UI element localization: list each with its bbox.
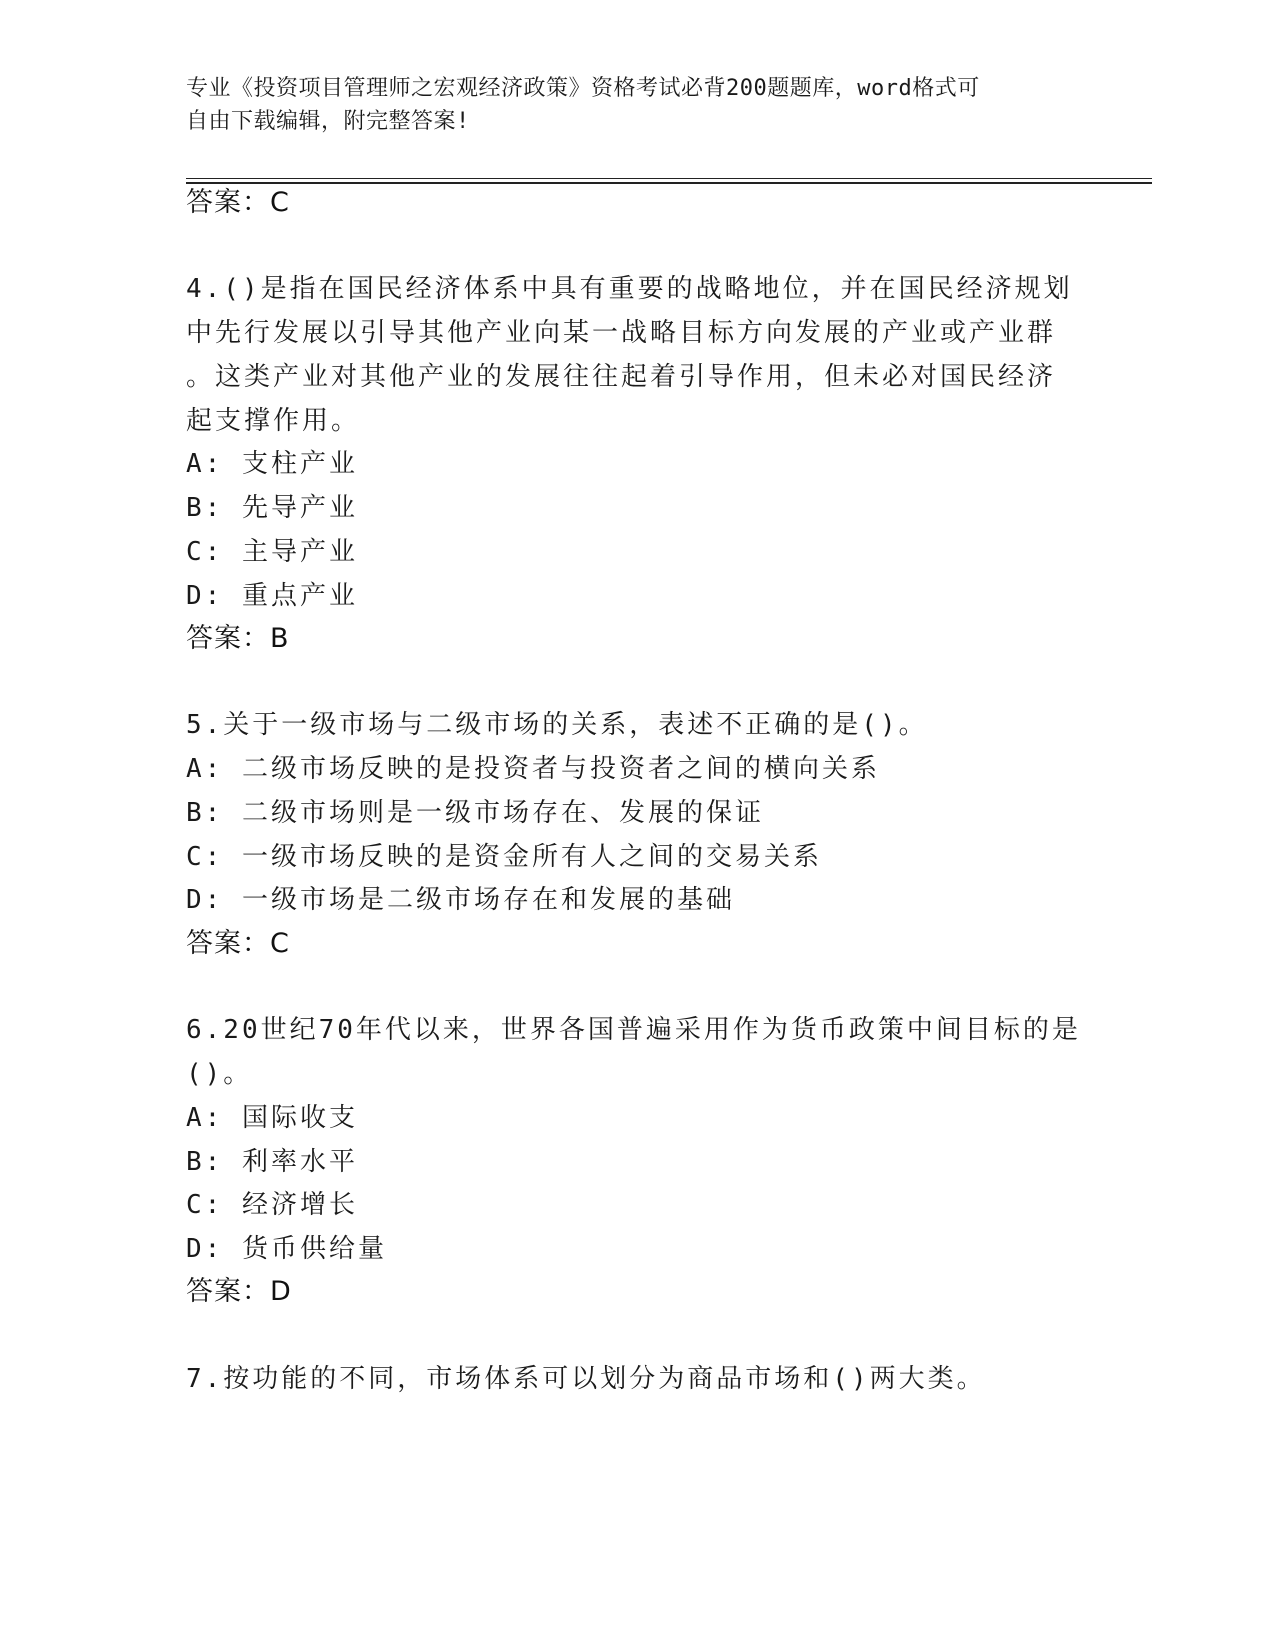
q4-stem-line-4: 起支撑作用。 bbox=[186, 406, 361, 436]
q4-stem-line-2: 中先行发展以引导其他产业向某一战略目标方向发展的产业或产业群 bbox=[186, 318, 1057, 348]
q5-answer: 答案：C bbox=[186, 928, 290, 959]
q6-option-d: D: 货币供给量 bbox=[186, 1234, 387, 1264]
q4-option-a: A: 支柱产业 bbox=[186, 449, 358, 479]
header-line-2: 自由下载编辑，附完整答案! bbox=[186, 109, 470, 134]
q4-stem-line-1: 4.()是指在国民经济体系中具有重要的战略地位，并在国民经济规划 bbox=[186, 274, 1073, 304]
q5-option-b: B: 二级市场则是一级市场存在、发展的保证 bbox=[186, 798, 764, 828]
q5-option-a: A: 二级市场反映的是投资者与投资者之间的横向关系 bbox=[186, 754, 880, 784]
q6-stem-line-2: ()。 bbox=[186, 1059, 253, 1089]
document-header bbox=[186, 72, 1066, 138]
q5-option-d: D: 一级市场是二级市场存在和发展的基础 bbox=[186, 885, 735, 915]
q6-option-c: C: 经济增长 bbox=[186, 1190, 358, 1220]
q4-answer: 答案：B bbox=[186, 623, 290, 654]
q4-stem-line-3: 。这类产业对其他产业的发展往往起着引导作用，但未必对国民经济 bbox=[186, 362, 1057, 392]
q5-option-c: C: 一级市场反映的是资金所有人之间的交易关系 bbox=[186, 842, 822, 872]
q6-option-b: B: 利率水平 bbox=[186, 1147, 358, 1177]
q6-stem-line-1: 6.20世纪70年代以来，世界各国普遍采用作为货币政策中间目标的是 bbox=[186, 1015, 1081, 1045]
header-divider-thick bbox=[186, 182, 1152, 184]
q7-stem-line-1: 7.按功能的不同，市场体系可以划分为商品市场和()两大类。 bbox=[186, 1364, 986, 1394]
q6-answer: 答案：D bbox=[186, 1276, 292, 1307]
q4-option-c: C: 主导产业 bbox=[186, 537, 358, 567]
header-divider-thin bbox=[186, 178, 1152, 179]
q5-stem-line-1: 5.关于一级市场与二级市场的关系，表述不正确的是()。 bbox=[186, 710, 928, 740]
q6-option-a: A: 国际收支 bbox=[186, 1103, 358, 1133]
q3-answer: 答案：C bbox=[186, 187, 290, 218]
q4-option-b: B: 先导产业 bbox=[186, 493, 358, 523]
header-line-1: 专业《投资项目管理师之宏观经济政策》资格考试必背200题题库，word格式可 bbox=[186, 76, 980, 101]
q4-option-d: D: 重点产业 bbox=[186, 581, 358, 611]
